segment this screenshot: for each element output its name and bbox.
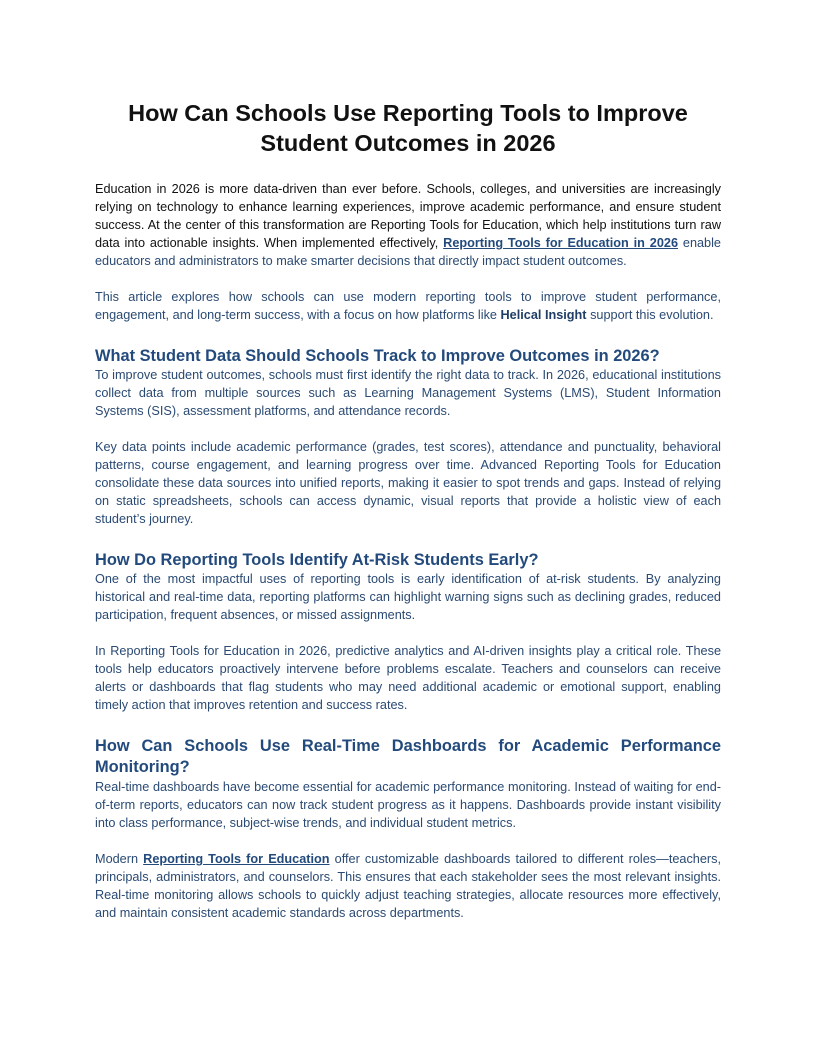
section-paragraph: In Reporting Tools for Education in 2026, predictive analytics and AI-driven insights play a critical role. These tools help educators proactively intervene before problems escalate. Teachers and counselors can receive alerts or dashboards that flag students who may need additional academic or emotional support, enabling timely action that improves retention and success rates.: [95, 644, 721, 712]
section-heading-student-data: What Student Data Should Schools Track to Improve Outcomes in 2026?: [95, 347, 660, 365]
section-text-continued: offer customizable dashboards tailored to different roles—teachers, principals, administrators, and counselors. This ensures that each stakeholder sees the most relevant insights. Real-time monitoring allows schools to quickly adjust teaching strategies, allocate resources more effectively, and maintain consistent academic standards across departments.: [95, 852, 722, 920]
article-scope-text-end: support this evolution.: [590, 308, 714, 322]
section-paragraph: To improve student outcomes, schools must first identify the right data to track. In 2026, educational institutions collect data from multiple sources such as Learning Management Systems (LMS), Student Information Systems (SIS), assessment platforms, and attendance records.: [95, 368, 721, 418]
page-title-line-2: Student Outcomes in 2026: [260, 130, 556, 156]
helical-insight-text: Helical Insight: [500, 308, 587, 322]
reporting-tools-2026-link[interactable]: Reporting Tools for Education in 2026: [443, 236, 679, 250]
page-title: [95, 98, 721, 158]
article-scope-text: This article explores how schools can use modern reporting tools to improve student performance, engagement, and long-term success, with a focus on how platforms like: [95, 290, 721, 322]
section-text: Modern: [95, 852, 139, 866]
intro-text: Education in 2026 is more data-driven than ever before. Schools, colleges, and universities are increasingly relying on technology to enhance learning experiences, improve academic performance, and ensure student success. At the center of this transformation are Reporting Tools for Education, which help institutions turn raw data into actionable insights. When implemented effectively,: [95, 182, 721, 250]
section-paragraph: Real-time dashboards have become essential for academic performance monitoring. Instead of waiting for end-of-term reports, educators can now track student progress as it happens. Dashboards provide instant visibility into class performance, subject-wise trends, and individual student metrics.: [95, 780, 721, 830]
intro-text-continued: enable educators and administrators to make smarter decisions that directly impact student outcomes.: [95, 236, 721, 268]
section-heading-dashboards: How Can Schools Use Real-Time Dashboards for Academic Performance Monitoring?: [95, 737, 721, 776]
reporting-tools-education-link[interactable]: Reporting Tools for Education: [143, 852, 330, 866]
section-paragraph: One of the most impactful uses of reporting tools is early identification of at-risk students. By analyzing historical and real-time data, reporting platforms can highlight warning signs such as declining grades, reduced participation, frequent absences, or missed assignments.: [95, 572, 721, 622]
section-paragraph: Key data points include academic performance (grades, test scores), attendance and punctuality, behavioral patterns, course engagement, and learning progress over time. Advanced Reporting Tools for Education consolidate these data sources into unified reports, making it easier to spot trends and gaps. Instead of relying on static spreadsheets, schools can access dynamic, visual reports that provide a holistic view of each student’s journey.: [95, 440, 721, 526]
intro-paragraph: [95, 180, 721, 270]
article-scope-paragraph: [95, 288, 721, 324]
section-heading-at-risk: How Do Reporting Tools Identify At-Risk Students Early?: [95, 551, 539, 569]
page-title-line-1: How Can Schools Use Reporting Tools to Improve: [128, 100, 688, 126]
document-page: [95, 98, 721, 922]
section-paragraph: [95, 850, 721, 922]
